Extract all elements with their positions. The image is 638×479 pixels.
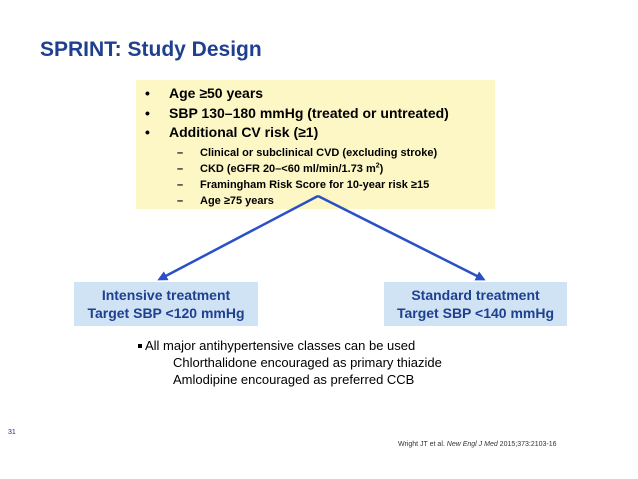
risk-framingham: Framingham Risk Score for 10-year risk ≥15 [200,178,430,191]
slide-number: 31 [8,429,16,436]
risk-age-75: Age ≥75 years [200,194,274,207]
bullet-glyph: • [145,124,150,140]
note-classes: All major antihypertensive classes can be used [145,338,416,353]
citation-journal: New Engl J Med [446,441,498,448]
risk-ckd: CKD (eGFR 20–<60 ml/min/1.73 m [200,162,376,175]
intensive-target-label: Target SBP <120 mmHg [87,305,245,321]
intensive-treatment-box [74,282,258,326]
dash-glyph: – [177,146,184,159]
slide-title: SPRINT: Study Design [40,38,262,61]
citation [398,441,557,448]
square-bullet-icon [138,344,142,348]
arrow-to-intensive [160,196,318,279]
citation-authors: Wright JT et al. [398,441,447,448]
citation-ref: 2015;373:2103-16 [497,441,557,448]
standard-treatment-box [384,282,567,326]
bullet-glyph: • [145,104,150,121]
dash-glyph: – [177,194,184,207]
note-amlodipine: Amlodipine encouraged as preferred CCB [173,372,415,387]
dash-glyph: – [177,162,184,175]
note-chlorthalidone: Chlorthalidone encouraged as primary thiazide [173,355,442,370]
notes-main [138,337,442,354]
criteria-sbp: SBP 130–180 mmHg (treated or untreated) [169,104,449,121]
criteria-cv-risk: Additional CV risk (≥1) [169,124,319,140]
arrow-to-standard [318,196,483,279]
risk-ckd-superscript: 2 [375,161,380,169]
risk-ckd-tail: ) [379,162,384,175]
bullet-glyph: • [145,85,150,101]
dash-glyph: – [177,178,184,191]
intensive-treatment-label: Intensive treatment [101,287,231,303]
treatment-notes [138,337,442,388]
standard-treatment-label: Standard treatment [411,287,540,303]
risk-cvd: Clinical or subclinical CVD (excluding stroke) [200,146,438,159]
criteria-age: Age ≥50 years [169,85,264,101]
standard-target-label: Target SBP <140 mmHg [396,305,555,321]
